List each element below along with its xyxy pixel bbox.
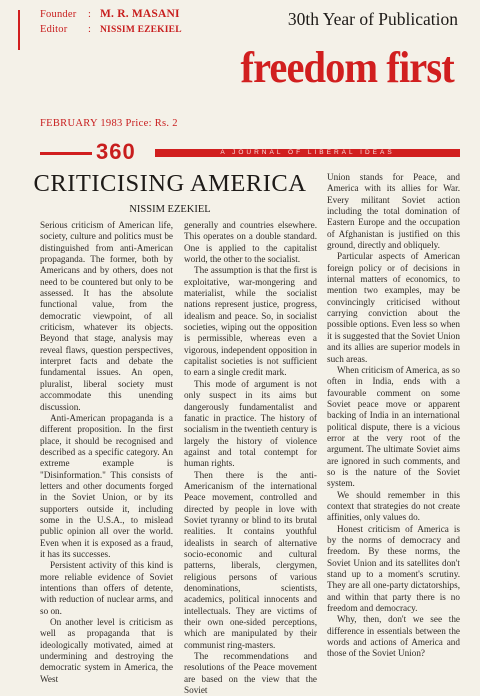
- left-rule: [40, 152, 92, 155]
- anniversary-text: 30th Year of Publication: [287, 9, 458, 29]
- article-headline: CRITICISING AMERICA: [33, 170, 307, 197]
- paragraph: Why, then, don't we see the difference in essentials between the words and actions of America and those of the Soviet Union?: [327, 614, 460, 659]
- paragraph: Serious criticism of American life, society, culture and politics must be distinguished from anti-American propaganda. The former, both by Americans and by others, does not need to be countered but only to be assessed. It has the absolute functional value, from the democratic viewpoint, of all criticism, whatever its objects. Beyond that stage, analysis may reveal flaws, question perspectives, interpret facts and debate the fundamental issues. An open, pluralist, liberal society must accommodate this unending discussion.: [40, 220, 173, 412]
- masthead-accent-bar: [18, 10, 20, 50]
- paragraph: Then there is the anti-Americanism of the international Peace movement, controlled and directed by people in love with Soviet tyranny or blind to its brutal realities. It contains youthful idealists in search of alternative socio-economic and cultural patterns, liberals, clergymen, religious persons of various denominations, scientists, academics, political innocents and intellectuals. They are victims of their own one-sided perceptions, which are manipulated by their communist ring-masters.: [184, 469, 317, 650]
- paragraph: When criticism of America, as so often in India, ends with a favourable comment on some Soviet peace move or apparent backing of India in an international political dispute, there is a vicious error at the very root of the argument. The ultimate Soviet aims are ignored in such comments, and so is the nature of the Soviet system.: [327, 364, 460, 489]
- paragraph: Anti-American propaganda is a different proposition. In the first place, it should be recognised and described as a specific category. An extreme example is "Disinformation." This consists of letters and other documents forged in the Soviet Union, or by its supporters outside it, including some in the U.S.A., to mislead public opinion all over the world. Even when it is exposed as a fraud, it has its successes.: [40, 412, 173, 559]
- founder-label: Founder: [40, 9, 77, 20]
- founder-separator: :: [88, 9, 92, 20]
- founder-line: [40, 8, 180, 20]
- paragraph: The recommendations and resolutions of the Peace movement are based on the view that the Soviet: [184, 651, 317, 696]
- paragraph: This mode of argument is not only suspect in its aims but dangerously fundamentalist and fanatic in practice. The history of socialism in the twentieth century is largely the history of violence against and total contempt for human rights.: [184, 378, 317, 469]
- paragraph: generally and countries elsewhere. This operates on a double standard. One is applied to the capitalist world, the other to the socialist.: [184, 220, 317, 265]
- publication-logo: freedom first: [240, 43, 454, 92]
- issue-number: 360: [96, 139, 136, 164]
- article-column-1: [40, 220, 173, 685]
- editor-line: [40, 24, 182, 35]
- paragraph: Persistent activity of this kind is more reliable evidence of Soviet intentions than offers of detente, with reduction of nuclear arms, and so on.: [40, 560, 173, 616]
- editor-name: NISSIM EZEKIEL: [100, 25, 182, 35]
- paragraph: Particular aspects of American foreign policy or of decisions in internal matters of economics, to mention two examples, may be convincingly criticised without carrying conviction about the possible options. Even less so when it is suggested that the Soviet Union and its allies are superior models in such areas.: [327, 251, 460, 364]
- paragraph: We should remember in this context that strategies do not create affinities, only values do.: [327, 489, 460, 523]
- editor-label: Editor: [40, 24, 68, 35]
- article-byline: NISSIM EZEKIEL: [129, 204, 211, 215]
- editor-separator: :: [88, 24, 92, 35]
- paragraph: The assumption is that the first is exploitative, war-mongering and materialist, while the socialist nations represent justice, progress, idealism and peace. So, in socialist societies, wiping out the opposition is permissible, whereas even a vigorous, independent opposition in capitalist societies is not sufficient to earn a single credit mark.: [184, 265, 317, 378]
- article-column-3: [327, 172, 460, 660]
- paragraph: Union stands for Peace, and America with its allies for War. Every militant Soviet action including the total domination of Eastern Europe and the occupation of Afghanistan is justified on this ground, directly and obliquely.: [327, 172, 460, 251]
- article-column-2: [184, 220, 317, 696]
- tagline-bar: A JOURNAL OF LIBERAL IDEAS: [155, 149, 460, 157]
- paragraph: Honest criticism of America is by the norms of democracy and freedom. By these norms, the Soviet Union and its satellites don't stand up to a moment's scrutiny. They are all one-party dictatorships, and within that party there is no freedom and democracy.: [327, 523, 460, 614]
- paragraph: On another level is criticism as well as propaganda that is ideologically motivated, aimed at undermining and destroying the democratic system in America, the West: [40, 617, 173, 684]
- issue-date-price: FEBRUARY 1983 Price: Rs. 2: [40, 118, 178, 129]
- founder-name: M. R. MASANI: [100, 8, 180, 20]
